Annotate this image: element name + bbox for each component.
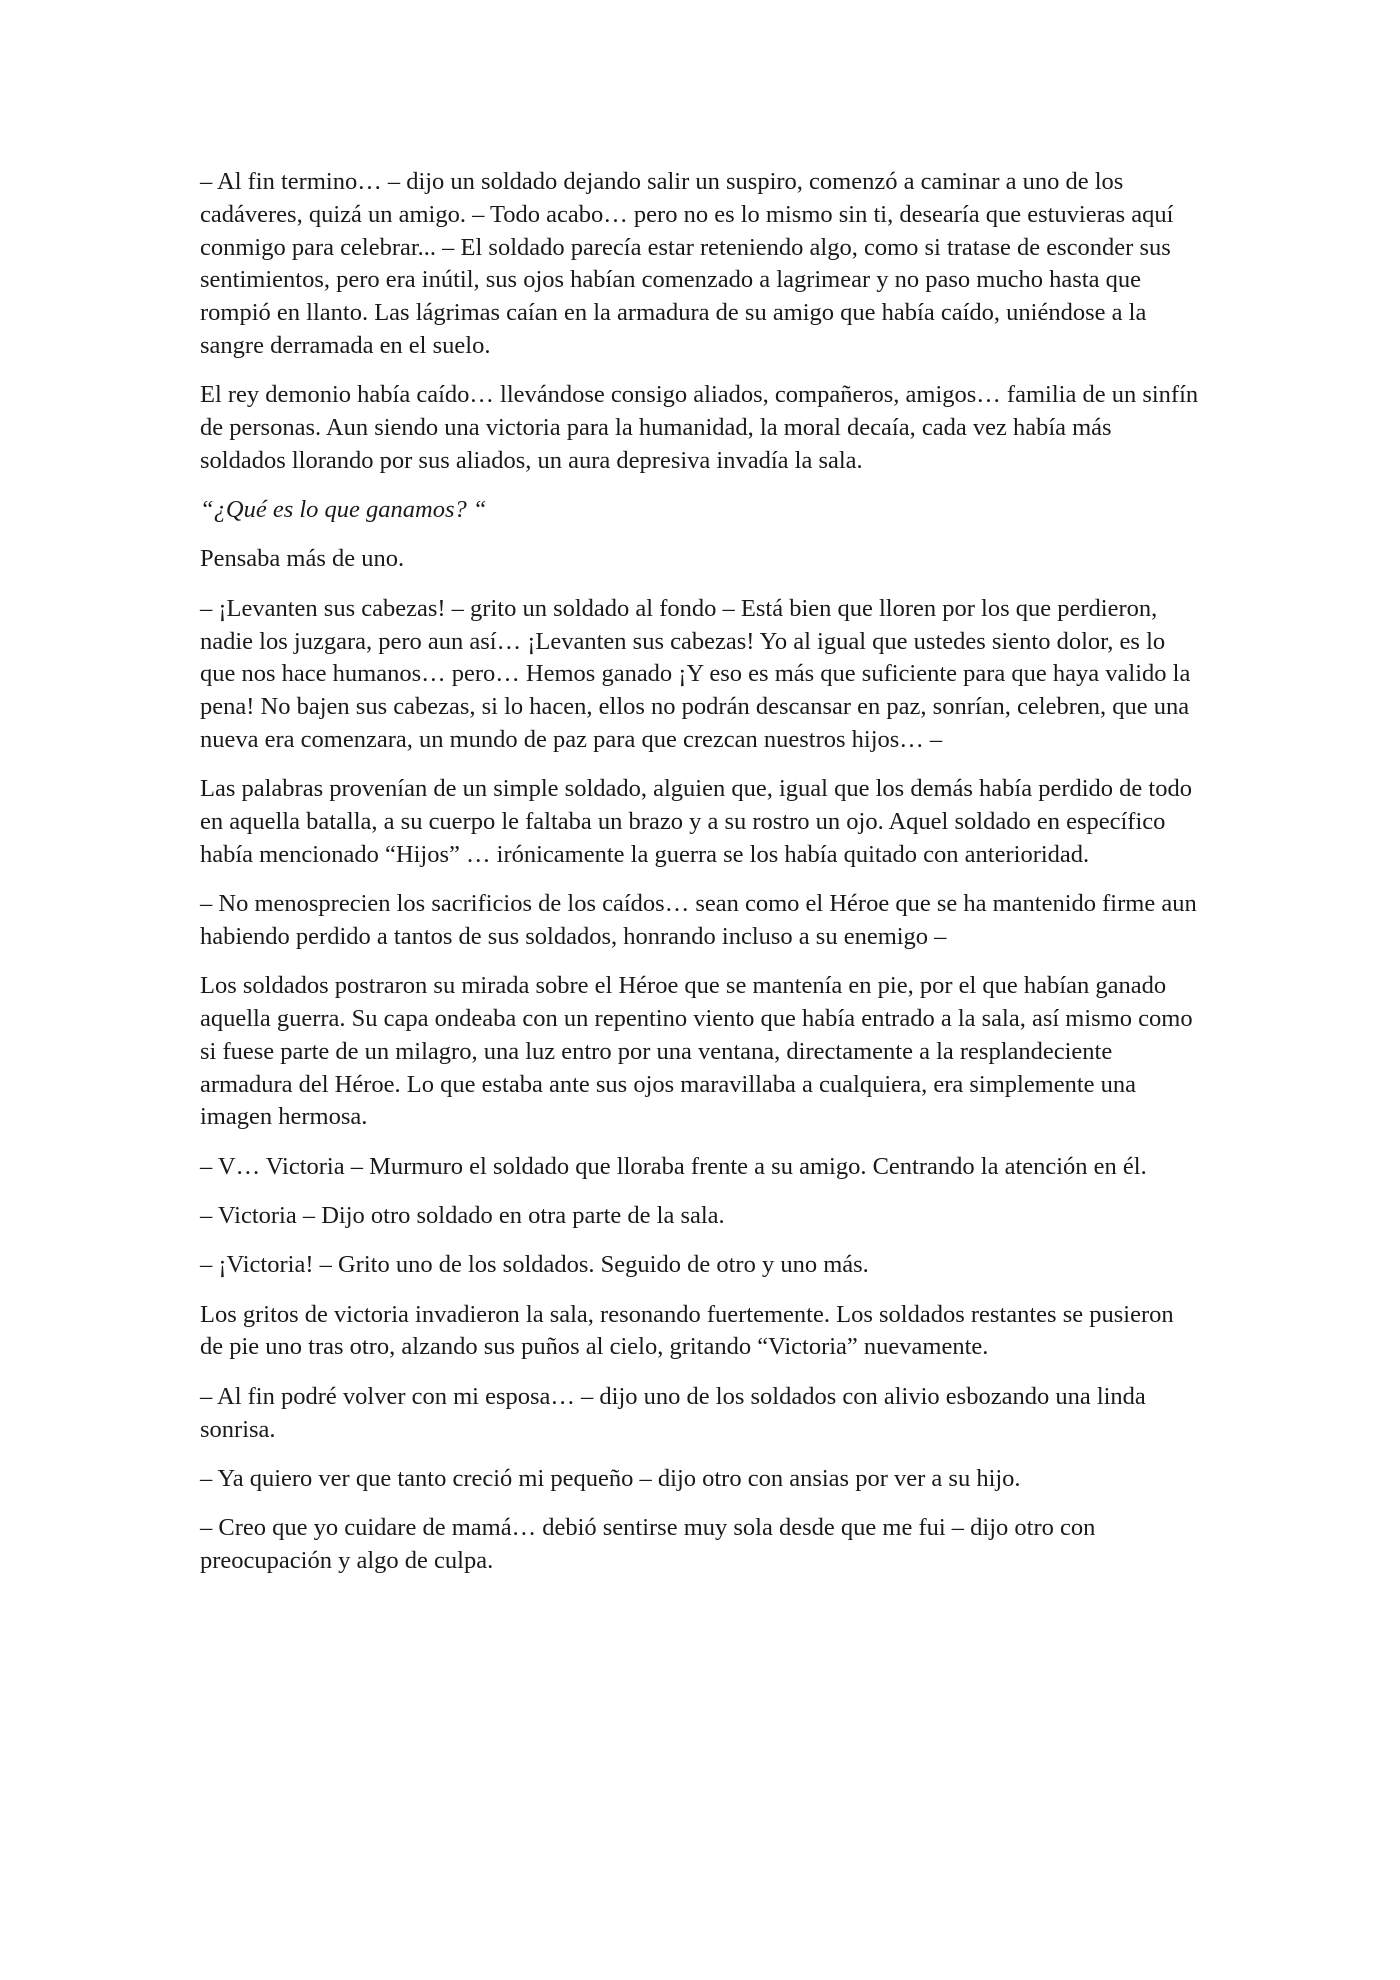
paragraph-13: – Al fin podré volver con mi esposa… – dijo uno de los soldados con alivio esbozando una linda sonrisa. <box>200 1382 1146 1443</box>
paragraph-7: – No menosprecien los sacrificios de los caídos… sean como el Héroe que se ha mantenido firme aun habiendo perdido a tantos de sus soldados, honrando incluso a su enemigo – <box>200 890 1197 950</box>
paragraph-14: – Ya quiero ver que tanto creció mi pequeño – dijo otro con ansias por ver a su hijo. <box>200 1464 1021 1492</box>
paragraph-9: – V… Victoria – Murmuro el soldado que lloraba frente a su amigo. Centrando la atención en él. <box>200 1152 1147 1180</box>
document-body <box>200 166 1200 1594</box>
paragraph-8: Los soldados postraron su mirada sobre el Héroe que se mantenía en pie, por el que habían ganado aquella guerra. Su capa ondeaba con un repentino viento que había entrado a la sala, así mismo como si fuese parte de un milagro, una luz entro por una ventana, directamente a la resplandeciente armadura del Héroe. Lo que estaba ante sus ojos maravillaba a cualquiera, era simplemente una imagen hermosa. <box>200 972 1193 1131</box>
paragraph-15: – Creo que yo cuidare de mamá… debió sentirse muy sola desde que me fui – dijo otro con preocupación y algo de culpa. <box>200 1514 1096 1574</box>
paragraph-3: “¿Qué es lo que ganamos? “ <box>200 496 487 524</box>
paragraph-12: Los gritos de victoria invadieron la sala, resonando fuertemente. Los soldados restantes se pusieron de pie uno tras otro, alzando sus puños al cielo, gritando “Victoria” nuevamente. <box>200 1300 1174 1361</box>
paragraph-2: El rey demonio había caído… llevándose consigo aliados, compañeros, amigos… familia de un sinfín de personas. Aun siendo una victoria para la humanidad, la moral decaía, cada vez había más soldados llorando por sus aliados, un aura depresiva invadía la sala. <box>200 381 1199 474</box>
paragraph-5: – ¡Levanten sus cabezas! – grito un soldado al fondo – Está bien que lloren por los que perdieron, nadie los juzgara, pero aun así… ¡Levanten sus cabezas! Yo al igual que ustedes siento dolor, es lo que nos hace humanos… pero… Hemos ganado ¡Y eso es más que suficiente para que haya valido la pena! No bajen sus cabezas, si lo hacen, ellos no podrán descansar en paz, sonrían, celebren, que una nueva era comenzara, un mundo de paz para que crezcan nuestros hijos… – <box>200 594 1191 753</box>
paragraph-11: – ¡Victoria! – Grito uno de los soldados. Seguido de otro y uno más. <box>200 1251 869 1279</box>
paragraph-10: – Victoria – Dijo otro soldado en otra parte de la sala. <box>200 1202 725 1230</box>
paragraph-6: Las palabras provenían de un simple soldado, alguien que, igual que los demás había perdido de todo en aquella batalla, a su cuerpo le faltaba un brazo y a su rostro un ojo. Aquel soldado en específico había mencionado “Hijos” … irónicamente la guerra se los había quitado con anterioridad. <box>200 775 1192 868</box>
paragraph-1: – Al fin termino… – dijo un soldado dejando salir un suspiro, comenzó a caminar a uno de los cadáveres, quizá un amigo. – Todo acabo… pero no es lo mismo sin ti, desearía que estuvieras aquí conmigo para celebrar... – El soldado parecía estar reteniendo algo, como si tratase de esconder sus sentimientos, pero era inútil, sus ojos habían comenzado a lagrimear y no paso mucho hasta que rompió en llanto. Las lágrimas caían en la armadura de su amigo que había caído, uniéndose a la sangre derramada en el suelo. <box>200 168 1174 359</box>
paragraph-4: Pensaba más de uno. <box>200 545 405 573</box>
